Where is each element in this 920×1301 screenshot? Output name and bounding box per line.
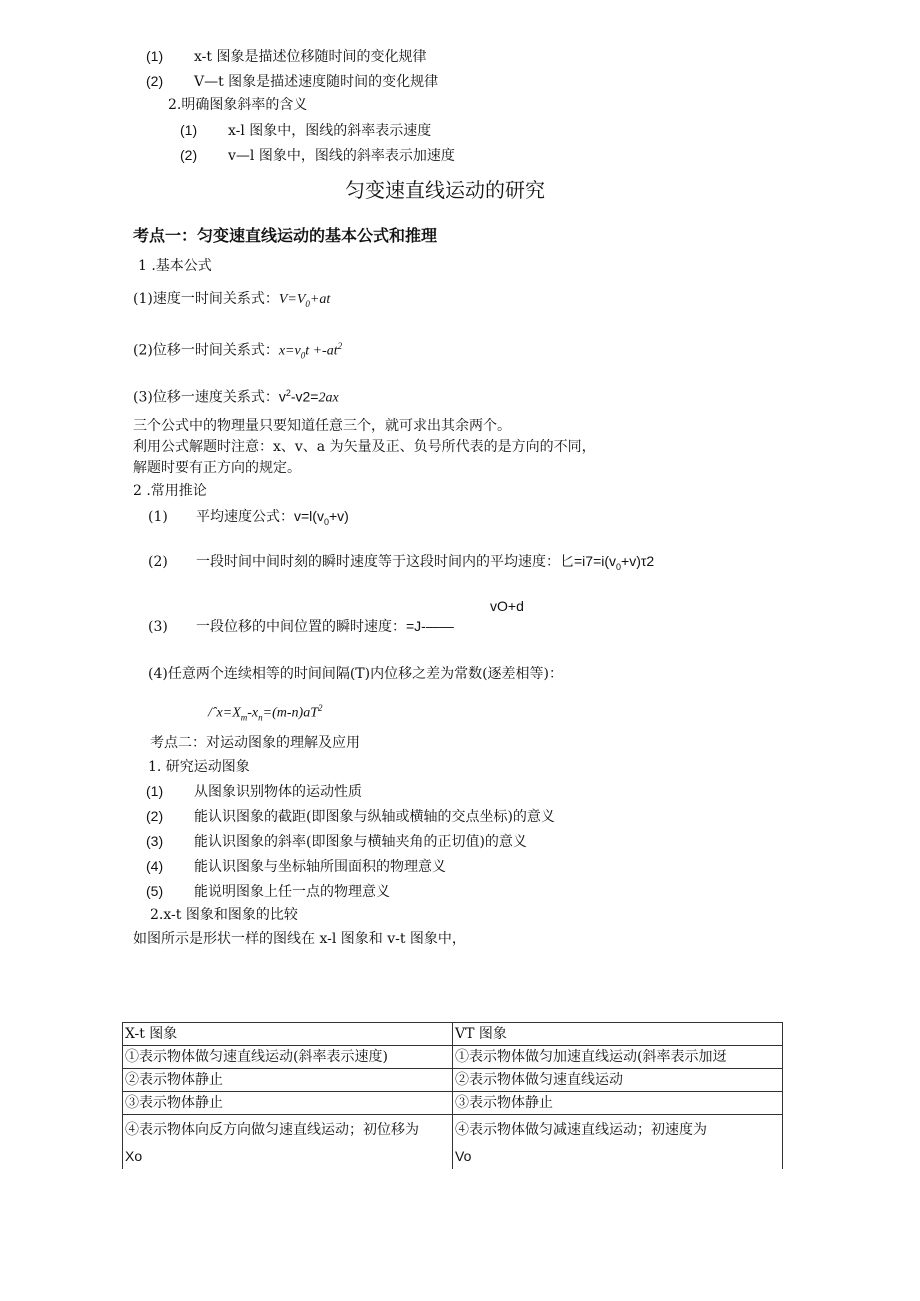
item-number: (2) (146, 808, 164, 824)
table-cell-line: Xo (125, 1148, 143, 1164)
note-line: 利用公式解题时注意：x、v、a 为矢量及正、负号所代表的是方向的不同， (133, 439, 596, 455)
item-formula-sub: 0 (323, 516, 329, 527)
inference-item-4: (4)任意两个连续相等的时间间隔(T)内位移之差为常数(逐差相等)： (148, 666, 564, 682)
item-text: 一段位移的中间位置的瞬时速度： (196, 619, 406, 635)
inference-item (148, 616, 454, 637)
formula-sub: 0 (305, 298, 310, 309)
formula-sub: n (258, 712, 263, 723)
formula-label: (2)位移一时间关系式： (133, 342, 279, 359)
item-number: (1) (146, 783, 164, 799)
formula-tail: t +-at (305, 343, 338, 359)
slope-heading: 2.明确图象斜率的含义 (168, 97, 308, 113)
section2-heading: 考点二：对运动图象的理解及应用 (150, 735, 360, 751)
table-cell: ①表示物体做匀速直线运动(斜率表示速度) (123, 1046, 453, 1069)
compare-intro: 如图所示是形状一样的图线在 x-l 图象和 v-t 图象中， (133, 931, 466, 947)
table-row (123, 1092, 783, 1115)
item-formula: v=l(v (294, 508, 324, 524)
formula-expr: x=v (278, 343, 301, 359)
item-formula: 匕=i7=i(v (560, 553, 617, 569)
formula-part: -x (247, 705, 259, 721)
item-text: 从图象识别物体的运动性质 (194, 784, 362, 800)
item-text: x-l 图象中，图线的斜率表示速度 (228, 123, 432, 139)
intro-item (146, 71, 438, 92)
table-cell (453, 1115, 783, 1170)
formula-expr: V=V (278, 292, 306, 307)
table-cell: ③表示物体静止 (453, 1092, 783, 1115)
section2-subheading: 1. 研究运动图象 (148, 759, 250, 775)
section2-item (146, 881, 390, 902)
basic-formula-heading: 1 .基本公式 (138, 258, 212, 274)
table-row (123, 1069, 783, 1092)
formula-sub: 0 (300, 350, 306, 361)
note-line: 三个公式中的物理量只要知道任意三个，就可求出其余两个。 (133, 418, 511, 434)
formula-sup: 2 (318, 703, 323, 713)
table-header-cell: VT 图象 (453, 1023, 783, 1046)
table-cell-line: ④表示物体做匀减速直线运动；初速度为 (455, 1122, 707, 1138)
formula-sub: m (240, 712, 248, 723)
table-cell: ①表示物体做匀加速直线运动(斜率表示加迓 (453, 1046, 783, 1069)
table-cell: ③表示物体静止 (123, 1092, 453, 1115)
table-cell: ②表示物体做匀速直线运动 (453, 1069, 783, 1092)
slope-item (180, 145, 455, 166)
page-title: 匀变速直线运动的研究 (345, 178, 545, 202)
item-number: (1) (146, 48, 164, 64)
formula-tail: 2ax (318, 390, 339, 406)
item-formula: =J-—— (406, 618, 454, 634)
formula-sup: 2 (337, 341, 343, 351)
inference-formula-4 (208, 698, 323, 727)
section1-heading: 考点一：匀变速直线运动的基本公式和推理 (133, 228, 438, 245)
formula-part: =(m-n)aT (262, 705, 318, 721)
table-row (123, 1115, 783, 1170)
item-number: (2) (148, 554, 168, 570)
note-line: 解题时要有正方向的规定。 (133, 460, 301, 476)
inference-item (148, 551, 654, 577)
formula-expr-a: v (278, 388, 286, 405)
item-text: 能说明图象上任一点的物理意义 (194, 884, 390, 900)
formula-part: /ˆx=X (208, 705, 241, 721)
slope-item (180, 120, 431, 141)
item-text: v—l 图象中，图线的斜率表示加速度 (228, 148, 455, 164)
item-number: (2) (180, 147, 198, 163)
section2-item (146, 781, 362, 802)
table-cell-line: ④表示物体向反方向做匀速直线运动；初位移为 (125, 1122, 419, 1138)
section2-item (146, 856, 446, 877)
formula-sup: 2 (285, 388, 291, 398)
item-text: 能认识图象的截距(即图象与纵轴或横轴的交点坐标)的意义 (194, 809, 555, 825)
formula-label: (3)位移一速度关系式： (133, 389, 279, 406)
item-number: (2) (146, 73, 164, 89)
inference-formula-numerator: vO+d (490, 598, 524, 614)
table-header-row (123, 1023, 783, 1046)
item-text: 能认识图象的斜率(即图象与横轴夹角的正切值)的意义 (194, 834, 527, 850)
item-number: (1) (180, 122, 198, 138)
section2-item (146, 806, 555, 827)
formula-displacement-velocity (133, 383, 339, 409)
inference-heading: 2 .常用推论 (133, 483, 207, 499)
table-cell: ②表示物体静止 (123, 1069, 453, 1092)
item-text: 能认识图象与坐标轴所围面积的物理意义 (194, 859, 446, 875)
table-cell-line: Vo (455, 1148, 472, 1164)
item-number: (3) (148, 619, 168, 635)
item-number: (5) (146, 883, 164, 899)
compare-heading: 2.x-t 图象和图象的比较 (150, 907, 298, 923)
item-text: V—t 图象是描述速度随时间的变化规律 (194, 74, 439, 90)
formula-label: (1)速度一时间关系式： (133, 291, 279, 307)
table-row (123, 1046, 783, 1069)
comparison-table (122, 1022, 783, 1169)
inference-item (148, 506, 349, 532)
item-number: (4) (146, 858, 164, 874)
section2-item (146, 831, 527, 852)
item-text: x-t 图象是描述位移随时间的变化规律 (194, 49, 427, 65)
formula-velocity-time (133, 289, 330, 314)
formula-displacement-time (133, 336, 342, 365)
item-formula-sub: 0 (616, 561, 622, 572)
item-formula-tail: +v)τ2 (621, 553, 655, 569)
table-header-cell: X-t 图象 (123, 1023, 453, 1046)
item-text: 一段时间中间时刻的瞬时速度等于这段时间内的平均速度： (196, 554, 560, 570)
formula-tail: +at (309, 292, 331, 307)
item-formula-tail: +v) (328, 508, 349, 524)
table-cell (123, 1115, 453, 1170)
item-number: (3) (146, 833, 164, 849)
intro-item (146, 46, 426, 67)
item-text: 平均速度公式： (196, 509, 294, 525)
item-number: (1) (148, 509, 168, 525)
formula-expr-b: -v2= (290, 388, 319, 405)
